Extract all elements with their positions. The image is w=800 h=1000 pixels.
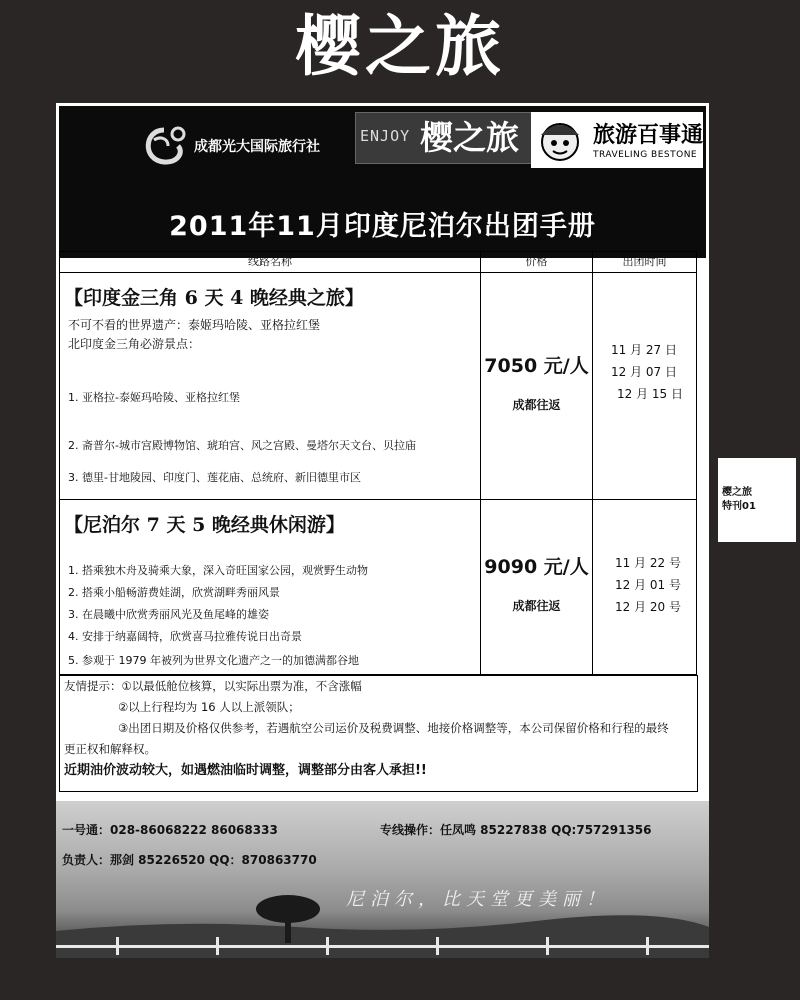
table-header-row: [60, 252, 697, 273]
page-title: 樱之旅: [295, 7, 505, 85]
tips-box: [59, 675, 698, 792]
route-stop: 2. 斋普尔-城市宫殿博物馆、琥珀宫、风之宫殿、曼塔尔天文台、贝拉庙: [68, 439, 416, 452]
landscape-illustration: [56, 891, 709, 958]
contact-band: [56, 801, 709, 958]
tip-line: ②以上行程均为 16 人以上派领队；: [118, 700, 300, 714]
departure-date: 11 月 27 日: [611, 343, 677, 357]
departure-date: 12 月 15 日: [617, 387, 683, 401]
route-name: 【印度金三角 6 天 4 晚经典之旅】: [64, 287, 364, 309]
departure-dates: [615, 552, 696, 618]
tip-line: ③出团日期及价格仅供参考，若遇航空公司运价及税费调整、地接价格调整等，本公司保留价格和行程的最终: [118, 721, 669, 735]
route-stop: 1. 搭乘独木舟及骑乘大象，深入奇旺国家公园，观赏野生动物: [68, 564, 368, 577]
bestone-logo: [531, 112, 703, 168]
manager-contact: 负责人：那剑 85226520 QQ：870863770: [62, 853, 317, 867]
departure-dates: [611, 339, 696, 405]
departure-date: 12 月 20 号: [615, 600, 681, 614]
route-stop: 1. 亚格拉-泰姬玛哈陵、亚格拉红堡: [68, 391, 240, 404]
route-price: 7050 元/人: [484, 355, 589, 377]
route-name: 【尼泊尔 7 天 5 晚经典休闲游】: [64, 514, 345, 536]
header-dates: 出团时间: [593, 252, 697, 273]
intro-line: 不可不看的世界遗产：泰姬玛哈陵、亚格拉红堡: [68, 318, 321, 332]
bestone-cn: 旅游百事通: [593, 122, 704, 148]
intro-line: 北印度金三角必游景点：: [68, 337, 201, 351]
header-route: 线路名称: [60, 252, 481, 273]
price-note: 成都往返: [512, 398, 561, 412]
route-price: 9090 元/人: [484, 556, 589, 578]
side-tag-line: 特刊01: [722, 501, 756, 512]
slogan: 尼泊尔，比天堂更美丽！: [346, 889, 610, 910]
departure-date: 12 月 01 号: [615, 578, 681, 592]
operator-contact: 专线操作：任凤鸣 85227838 QQ:757291356: [380, 823, 652, 837]
route-stop: 3. 在晨曦中欣赏秀丽风光及鱼尾峰的雄姿: [68, 608, 269, 621]
manual-title: 2011年11月印度尼泊尔出团手册: [169, 211, 596, 242]
table-row: [60, 500, 697, 675]
mascot-icon: [535, 115, 585, 165]
route-table: [59, 251, 697, 675]
side-tag: [718, 458, 796, 542]
hotline: 一号通：028-86068222 86068333: [62, 823, 278, 837]
header-band: [59, 106, 706, 258]
agency-logo-icon: [134, 120, 194, 172]
tip-line: 近期油价波动较大，如遇燃油临时调整，调整部分由客人承担!!: [64, 763, 427, 778]
price-note: 成都往返: [512, 599, 561, 613]
route-stop: 2. 搭乘小船畅游费娃湖，欣赏湖畔秀丽风景: [68, 586, 280, 599]
tip-line: 更正权和解释权。: [64, 742, 156, 756]
enjoy-banner: [355, 112, 533, 164]
route-stop: 5. 参观于 1979 年被列为世界文化遗产之一的加德满都谷地: [68, 654, 359, 667]
departure-date: 11 月 22 号: [615, 556, 681, 570]
bestone-en: TRAVELING BESTONE: [593, 150, 698, 160]
route-intro: [68, 316, 480, 354]
enjoy-brand: 樱之旅: [420, 118, 519, 157]
header-price: 价格: [481, 252, 593, 273]
route-stop: 3. 德里-甘地陵园、印度门、莲花庙、总统府、新旧德里市区: [68, 471, 361, 484]
tip-line: 友情提示：①以最低舱位核算，以实际出票为准，不含涨幅: [64, 679, 362, 693]
side-tag-line: 樱之旅: [722, 487, 752, 498]
departure-date: 12 月 07 日: [611, 365, 677, 379]
enjoy-word: ENJOY: [360, 127, 411, 145]
agency-name: 成都光大国际旅行社: [194, 139, 320, 155]
flyer: [56, 103, 709, 958]
route-stop: 4. 安排于纳嘉阔特，欣赏喜马拉雅传说日出奇景: [68, 630, 302, 643]
table-row: [60, 273, 697, 500]
